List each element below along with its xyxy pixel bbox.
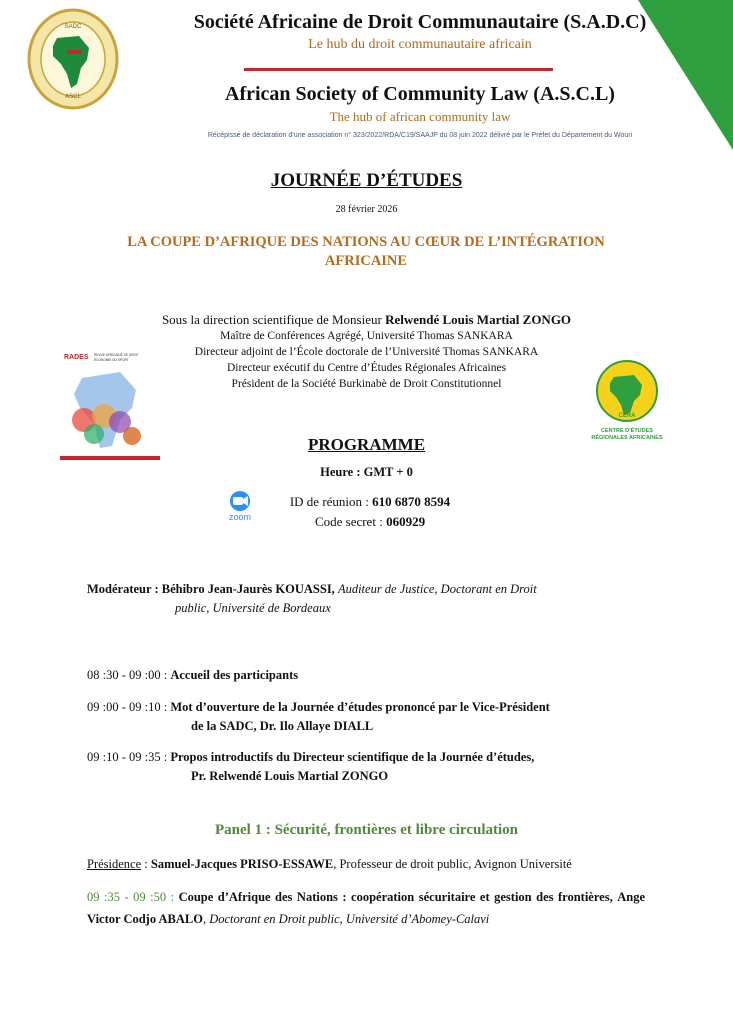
director-name: Relwendé Louis Martial ZONGO — [385, 312, 572, 327]
tagline-en: The hub of african community law — [329, 109, 511, 124]
schedule-time: 09 :10 - 09 :35 : — [87, 750, 168, 764]
zoom-label: zoom — [228, 512, 251, 522]
tagline-fr: Le hub du droit communautaire africain — [308, 37, 532, 52]
event-theme — [60, 233, 672, 271]
programme-title: PROGRAMME — [307, 435, 426, 454]
director-title: Président de la Société Burkinabè de Droit Constitutionnel — [231, 378, 502, 390]
event-title: JOURNÉE D’ÉTUDES — [270, 170, 463, 191]
svg-text:SADC: SADC — [64, 24, 82, 30]
schedule-item — [87, 666, 687, 685]
schedule-desc: Propos introductifs du Directeur scientifique de la Journée d’études, — [170, 750, 535, 764]
header-divider — [244, 68, 553, 71]
director-title: Directeur adjoint de l’École doctorale de l’Université Thomas SANKARA — [194, 346, 539, 358]
schedule-desc-cont: Pr. Relwendé Louis Martial ZONGO — [191, 769, 389, 783]
meeting-id-label: ID de réunion : — [289, 494, 369, 509]
svg-text:RÉGIONALES AFRICAINES: RÉGIONALES AFRICAINES — [591, 435, 663, 441]
presidency-label: Présidence — [87, 857, 142, 871]
talk-affiliation: , Doctorant en Droit public, Université d’Abomey-Calavi — [202, 912, 490, 926]
presidency-sep: : — [141, 857, 151, 871]
cera-logo — [586, 357, 668, 443]
schedule-time: 08 :30 - 09 :00 : — [87, 668, 168, 682]
svg-text:ÉCONOMIE DU SPORT: ÉCONOMIE DU SPORT — [94, 358, 129, 362]
registration-receipt: Récépissé de déclaration d’une association n° 323/2022/RDA/C19/SAAJP du 08 juin 2022 délivré par le Préfet du Département du Wouri — [207, 132, 633, 139]
talk-speaker: Ange Victor Codjo ABALO — [87, 890, 645, 926]
moderator-role-cont: public, Université de Bordeaux — [175, 601, 331, 615]
director-title: Maître de Conférences Agrégé, Université Thomas SANKARA — [220, 330, 513, 342]
director-title: Directeur exécutif du Centre d’Études Régionales Africaines — [226, 362, 507, 374]
passcode-label: Code secret : — [314, 514, 383, 529]
org-name-fr: Société Africaine de Droit Communautaire (S.A.D.C) — [193, 11, 647, 33]
sadc-logo — [27, 8, 119, 110]
direction-intro: Sous la direction scientifique de Monsieur — [161, 312, 382, 327]
passcode: 060929 — [386, 514, 426, 529]
svg-text:RADES: RADES — [64, 354, 89, 361]
svg-text:REVUE AFRICAINE DE DROIT: REVUE AFRICAINE DE DROIT — [94, 353, 139, 357]
moderator-label: Modérateur : — [87, 582, 159, 596]
moderator-role: Auditeur de Justice, Doctorant en Droit — [337, 582, 537, 596]
scientific-direction — [100, 311, 633, 392]
schedule-time: 09 :00 - 09 :10 : — [87, 700, 168, 714]
moderator — [87, 580, 647, 618]
meeting-id: 610 6870 8594 — [372, 494, 451, 509]
presidency-role: , Professeur de droit public, Avignon Université — [333, 857, 572, 871]
talk-time: 09 :35 - 09 :50 : — [87, 890, 175, 904]
schedule-item — [87, 698, 687, 736]
event-date: 28 février 2026 — [335, 204, 398, 215]
panel-title: Panel 1 : Sécurité, frontières et libre circulation — [215, 822, 518, 838]
schedule-desc: Accueil des participants — [170, 668, 299, 682]
time-zone: Heure : GMT + 0 — [320, 465, 413, 479]
panel-presidency — [87, 857, 707, 872]
presidency-name: Samuel-Jacques PRISO-ESSAWE — [150, 857, 334, 871]
theme-line-1: LA COUPE D’AFRIQUE DES NATIONS AU CŒUR DE L’INTÉGRATION — [127, 234, 605, 250]
talk-title: Coupe d’Afrique des Nations : coopération sécuritaire et gestion des frontières, — [178, 890, 613, 904]
svg-text:CERA: CERA — [618, 413, 636, 419]
talk-item — [87, 886, 645, 930]
org-name-en: African Society of Community Law (A.S.C.L) — [225, 83, 615, 105]
schedule-item — [87, 748, 687, 786]
svg-text:ASCL: ASCL — [65, 94, 81, 100]
svg-text:CENTRE D’ÉTUDES: CENTRE D’ÉTUDES — [601, 428, 653, 434]
meeting-info — [260, 492, 480, 532]
theme-line-2: AFRICAINE — [324, 253, 408, 269]
schedule-desc: Mot d’ouverture de la Journée d’études prononcé par le Vice-Président — [170, 700, 550, 714]
moderator-name: Béhibro Jean-Jaurès KOUASSI, — [161, 582, 335, 596]
schedule-desc-cont: de la SADC, Dr. Ilo Allaye DIALL — [191, 719, 374, 733]
